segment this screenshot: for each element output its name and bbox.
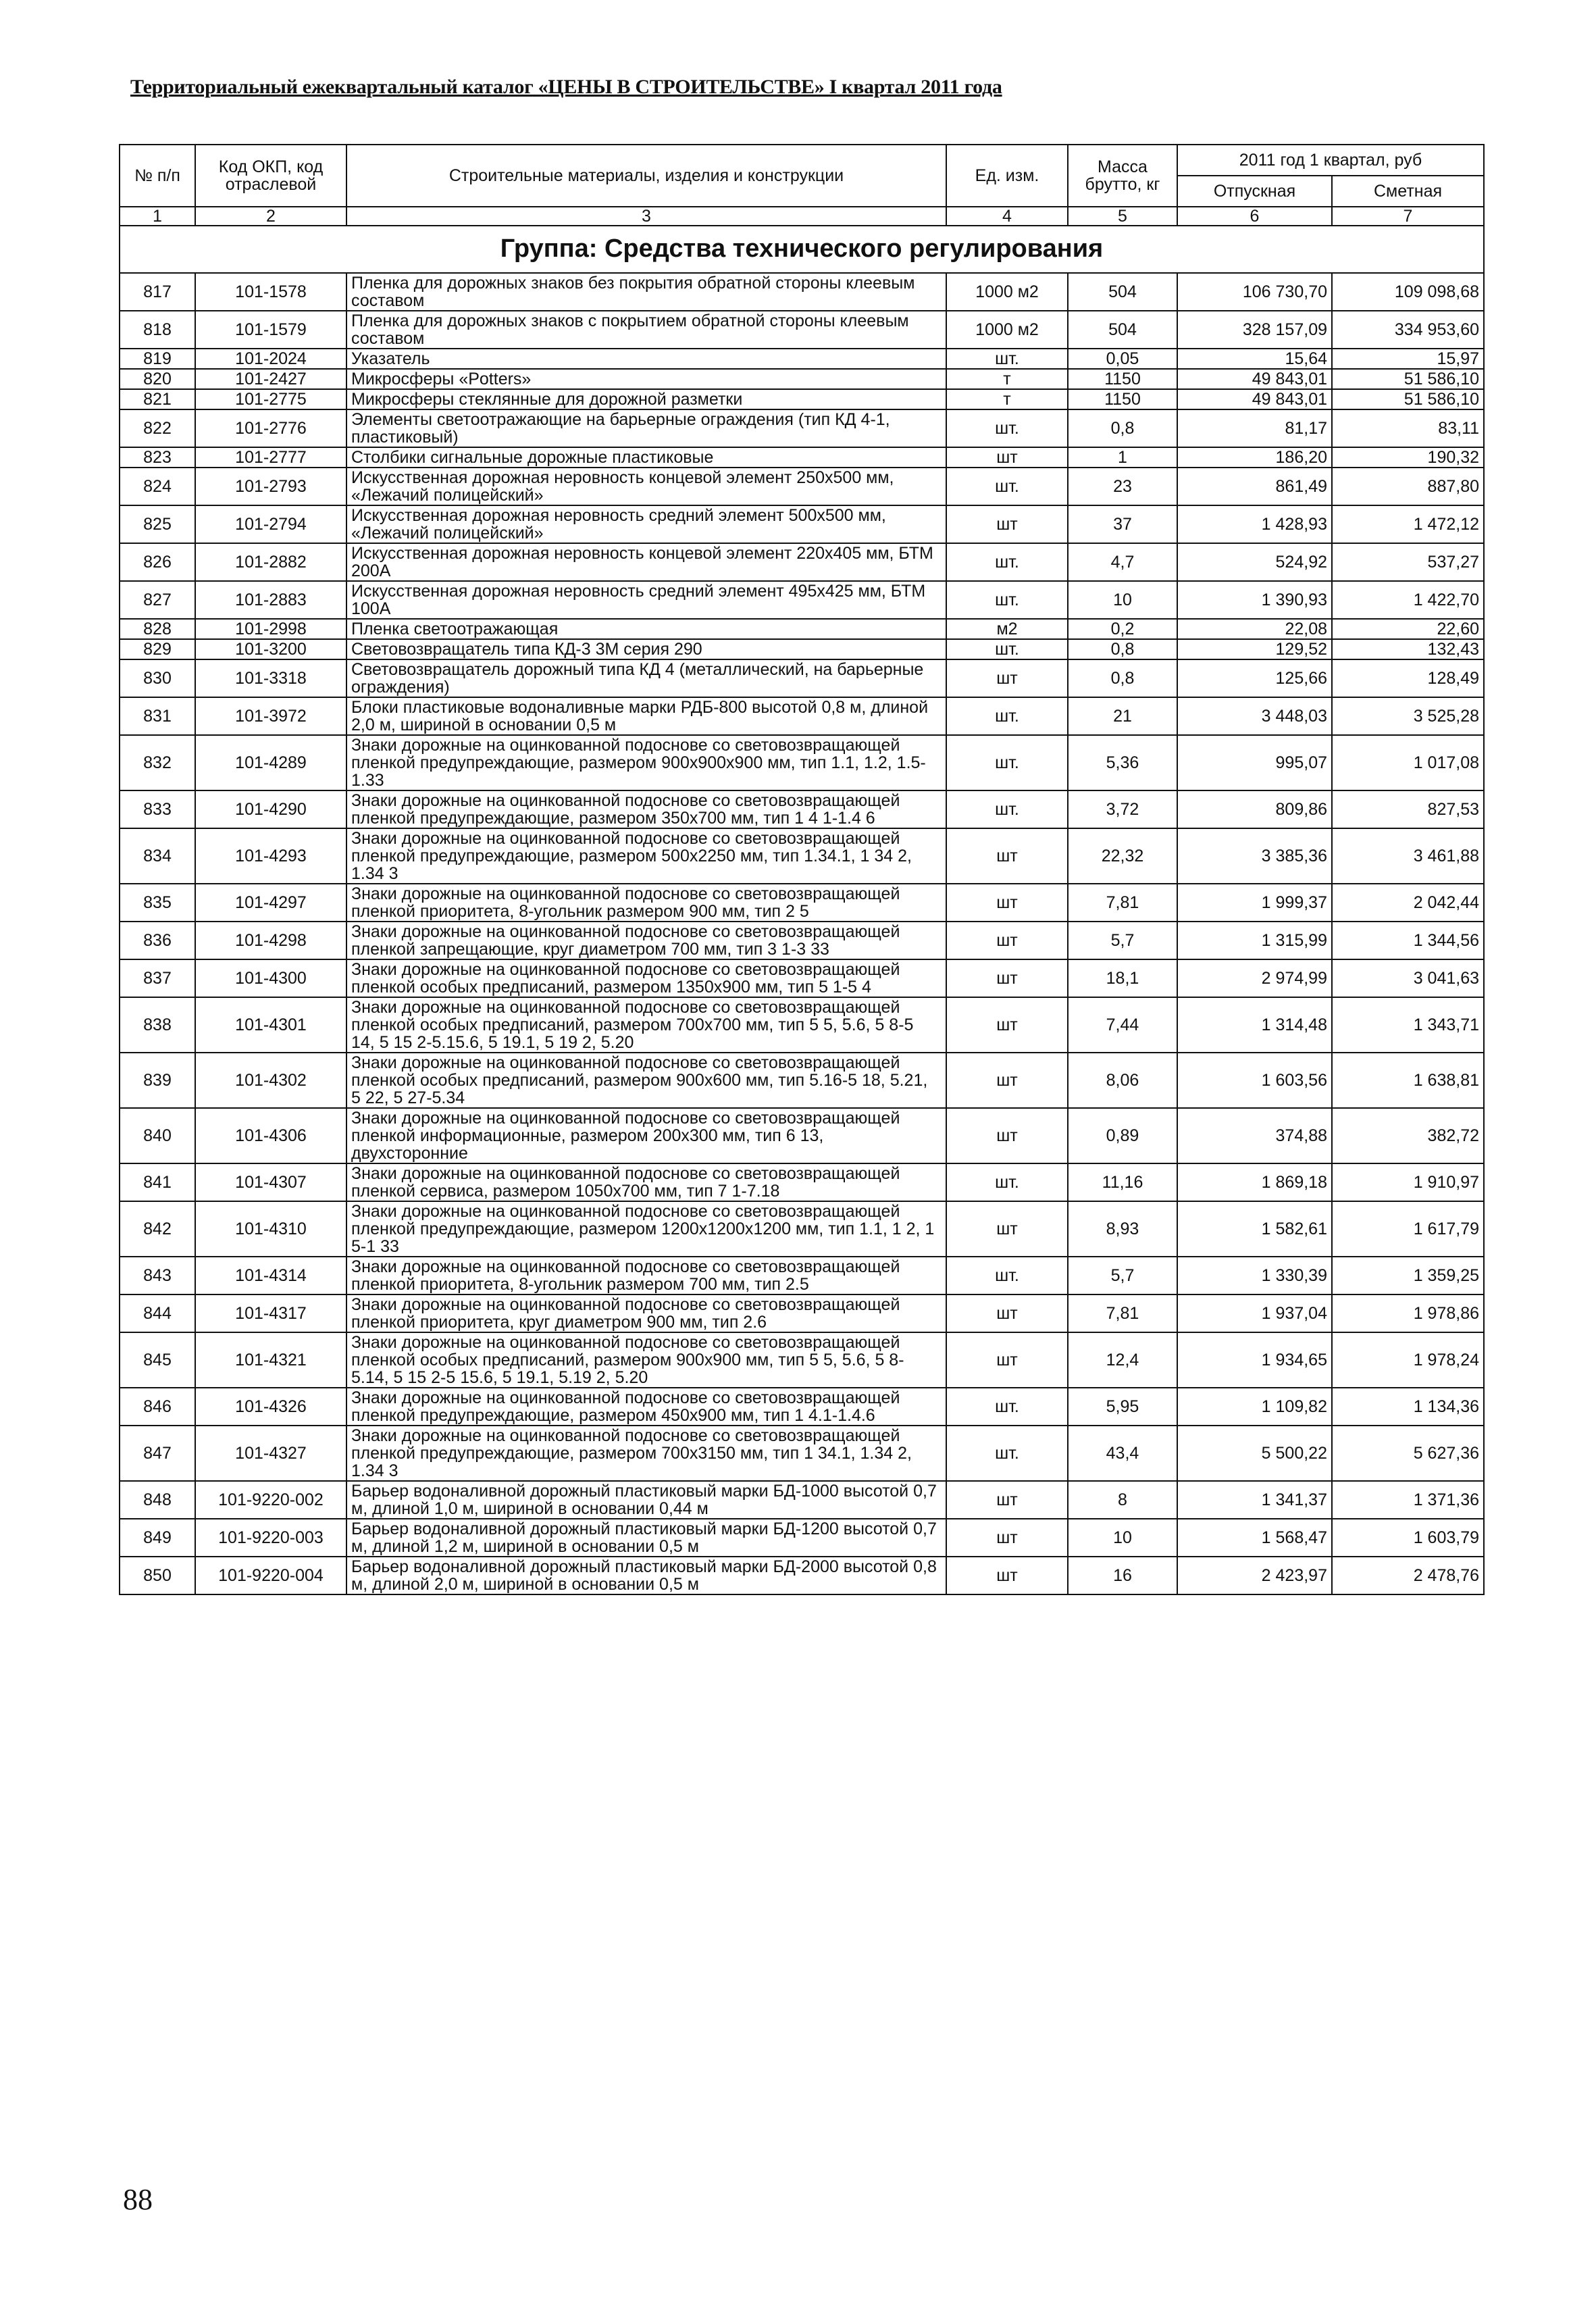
- estimate-price: 5 627,36: [1332, 1426, 1484, 1481]
- unit-of-measure: шт: [946, 1481, 1068, 1519]
- okp-code: 101-1578: [195, 273, 346, 311]
- page-header-title: Территориальный ежеквартальный каталог «ЦЕНЫ В СТРОИТЕЛЬСТВЕ» I квартал 2011 года: [130, 76, 1002, 98]
- okp-code: 101-2024: [195, 349, 346, 369]
- release-price: 1 582,61: [1177, 1201, 1332, 1257]
- gross-mass: 8,06: [1068, 1053, 1177, 1108]
- row-number: 821: [120, 389, 195, 409]
- gross-mass: 0,89: [1068, 1108, 1177, 1163]
- table-row: [120, 389, 1484, 409]
- release-price: 2 974,99: [1177, 959, 1332, 997]
- okp-code: 101-2882: [195, 543, 346, 581]
- estimate-price: 3 461,88: [1332, 828, 1484, 884]
- estimate-price: 51 586,10: [1332, 389, 1484, 409]
- material-description: Знаки дорожные на оцинкованной подоснове со световозвращающей пленкой особых предписаний, размером 900х600 мм, тип 5.16-5 18, 5.21, 5 22, 5 27-5.34: [346, 1053, 946, 1108]
- okp-code: 101-4307: [195, 1163, 346, 1201]
- unit-of-measure: шт.: [946, 1388, 1068, 1426]
- table-row: [120, 543, 1484, 581]
- gross-mass: 22,32: [1068, 828, 1177, 884]
- release-price: 15,64: [1177, 349, 1332, 369]
- table-row: [120, 1388, 1484, 1426]
- material-description: Знаки дорожные на оцинкованной подоснове со световозвращающей пленкой предупреждающие, размером 500х2250 мм, тип 1.34.1, 1 34 2, 1.34 3: [346, 828, 946, 884]
- unit-of-measure: шт: [946, 659, 1068, 697]
- row-number: 820: [120, 369, 195, 389]
- row-number: 850: [120, 1557, 195, 1594]
- release-price: 328 157,09: [1177, 311, 1332, 349]
- row-number: 819: [120, 349, 195, 369]
- table-row: [120, 922, 1484, 959]
- estimate-price: 1 371,36: [1332, 1481, 1484, 1519]
- material-description: Знаки дорожные на оцинкованной подоснове со световозвращающей пленкой сервиса, размером 1050х700 мм, тип 7 1-7.18: [346, 1163, 946, 1201]
- unit-of-measure: шт.: [946, 468, 1068, 505]
- unit-of-measure: шт: [946, 1108, 1068, 1163]
- unit-of-measure: шт: [946, 884, 1068, 922]
- okp-code: 101-4314: [195, 1257, 346, 1294]
- release-price: 1 109,82: [1177, 1388, 1332, 1426]
- release-price: 374,88: [1177, 1108, 1332, 1163]
- estimate-price: 109 098,68: [1332, 273, 1484, 311]
- row-number: 834: [120, 828, 195, 884]
- okp-code: 101-4321: [195, 1332, 346, 1388]
- row-number: 836: [120, 922, 195, 959]
- row-number: 844: [120, 1294, 195, 1332]
- row-number: 835: [120, 884, 195, 922]
- release-price: 125,66: [1177, 659, 1332, 697]
- okp-code: 101-4297: [195, 884, 346, 922]
- column-number: 7: [1332, 207, 1484, 226]
- release-price: 524,92: [1177, 543, 1332, 581]
- estimate-price: 190,32: [1332, 447, 1484, 468]
- material-description: Знаки дорожные на оцинкованной подоснове со световозвращающей пленкой приоритета, круг диаметром 900 мм, тип 2.6: [346, 1294, 946, 1332]
- okp-code: 101-2776: [195, 409, 346, 447]
- gross-mass: 21: [1068, 697, 1177, 735]
- okp-code: 101-4302: [195, 1053, 346, 1108]
- release-price: 1 330,39: [1177, 1257, 1332, 1294]
- estimate-price: 1 910,97: [1332, 1163, 1484, 1201]
- table-row: [120, 505, 1484, 543]
- table-row: [120, 1481, 1484, 1519]
- table-row: [120, 1519, 1484, 1557]
- table-row: [120, 1163, 1484, 1201]
- estimate-price: 887,80: [1332, 468, 1484, 505]
- unit-of-measure: шт.: [946, 1163, 1068, 1201]
- release-price: 49 843,01: [1177, 369, 1332, 389]
- table-row: [120, 468, 1484, 505]
- gross-mass: 5,95: [1068, 1388, 1177, 1426]
- table-header: [120, 145, 1484, 226]
- unit-of-measure: шт: [946, 997, 1068, 1053]
- release-price: 1 603,56: [1177, 1053, 1332, 1108]
- row-number: 847: [120, 1426, 195, 1481]
- row-number: 843: [120, 1257, 195, 1294]
- unit-of-measure: шт.: [946, 790, 1068, 828]
- table-row: [120, 1257, 1484, 1294]
- estimate-price: 3 041,63: [1332, 959, 1484, 997]
- group-row: [120, 226, 1484, 273]
- gross-mass: 16: [1068, 1557, 1177, 1594]
- price-catalog-table: [119, 144, 1485, 1595]
- table-row: [120, 659, 1484, 697]
- estimate-price: 1 422,70: [1332, 581, 1484, 619]
- column-number: 1: [120, 207, 195, 226]
- column-number: 4: [946, 207, 1068, 226]
- okp-code: 101-9220-002: [195, 1481, 346, 1519]
- row-number: 840: [120, 1108, 195, 1163]
- unit-of-measure: шт: [946, 1557, 1068, 1594]
- okp-code: 101-4300: [195, 959, 346, 997]
- col-header-price-release: Отпускная: [1177, 176, 1332, 207]
- row-number: 838: [120, 997, 195, 1053]
- row-number: 818: [120, 311, 195, 349]
- col-header-desc: Строительные материалы, изделия и конструкции: [346, 145, 946, 207]
- table-row: [120, 1557, 1484, 1594]
- gross-mass: 5,7: [1068, 922, 1177, 959]
- release-price: 1 999,37: [1177, 884, 1332, 922]
- estimate-price: 128,49: [1332, 659, 1484, 697]
- gross-mass: 7,44: [1068, 997, 1177, 1053]
- release-price: 1 341,37: [1177, 1481, 1332, 1519]
- column-numbers-row: [120, 207, 1484, 226]
- row-number: 827: [120, 581, 195, 619]
- table-row: [120, 369, 1484, 389]
- release-price: 1 568,47: [1177, 1519, 1332, 1557]
- table-row: [120, 619, 1484, 639]
- estimate-price: 382,72: [1332, 1108, 1484, 1163]
- table-row: [120, 997, 1484, 1053]
- row-number: 829: [120, 639, 195, 659]
- release-price: 3 385,36: [1177, 828, 1332, 884]
- estimate-price: 2 478,76: [1332, 1557, 1484, 1594]
- table-row: [120, 1426, 1484, 1481]
- row-number: 832: [120, 735, 195, 790]
- unit-of-measure: шт.: [946, 735, 1068, 790]
- estimate-price: 1 978,24: [1332, 1332, 1484, 1388]
- gross-mass: 504: [1068, 311, 1177, 349]
- estimate-price: 334 953,60: [1332, 311, 1484, 349]
- unit-of-measure: шт.: [946, 409, 1068, 447]
- table-row: [120, 349, 1484, 369]
- okp-code: 101-9220-003: [195, 1519, 346, 1557]
- material-description: Элементы светоотражающие на барьерные ограждения (тип КД 4-1, пластиковый): [346, 409, 946, 447]
- release-price: 1 869,18: [1177, 1163, 1332, 1201]
- release-price: 1 934,65: [1177, 1332, 1332, 1388]
- estimate-price: 1 603,79: [1332, 1519, 1484, 1557]
- okp-code: 101-2883: [195, 581, 346, 619]
- column-number: 2: [195, 207, 346, 226]
- okp-code: 101-4293: [195, 828, 346, 884]
- row-number: 830: [120, 659, 195, 697]
- table-body: [120, 273, 1484, 1594]
- unit-of-measure: шт.: [946, 1257, 1068, 1294]
- gross-mass: 43,4: [1068, 1426, 1177, 1481]
- okp-code: 101-4289: [195, 735, 346, 790]
- okp-code: 101-4306: [195, 1108, 346, 1163]
- release-price: 5 500,22: [1177, 1426, 1332, 1481]
- gross-mass: 7,81: [1068, 884, 1177, 922]
- material-description: Указатель: [346, 349, 946, 369]
- col-header-period: 2011 год 1 квартал, руб: [1177, 145, 1484, 176]
- table-row: [120, 447, 1484, 468]
- okp-code: 101-9220-004: [195, 1557, 346, 1594]
- estimate-price: 1 638,81: [1332, 1053, 1484, 1108]
- unit-of-measure: шт: [946, 1519, 1068, 1557]
- unit-of-measure: 1000 м2: [946, 311, 1068, 349]
- estimate-price: 3 525,28: [1332, 697, 1484, 735]
- release-price: 186,20: [1177, 447, 1332, 468]
- release-price: 1 315,99: [1177, 922, 1332, 959]
- table-row: [120, 311, 1484, 349]
- okp-code: 101-2427: [195, 369, 346, 389]
- unit-of-measure: шт: [946, 505, 1068, 543]
- col-header-price-estimate: Сметная: [1332, 176, 1484, 207]
- release-price: 22,08: [1177, 619, 1332, 639]
- unit-of-measure: шт.: [946, 543, 1068, 581]
- table-row: [120, 959, 1484, 997]
- row-number: 846: [120, 1388, 195, 1426]
- material-description: Световозвращатель типа КД-3 3М серия 290: [346, 639, 946, 659]
- release-price: 81,17: [1177, 409, 1332, 447]
- col-header-unit: Ед. изм.: [946, 145, 1068, 207]
- material-description: Знаки дорожные на оцинкованной подоснове со световозвращающей пленкой предупреждающие, размером 450х900 мм, тип 1 4.1-1.4.6: [346, 1388, 946, 1426]
- release-price: 1 390,93: [1177, 581, 1332, 619]
- table-row: [120, 581, 1484, 619]
- row-number: 848: [120, 1481, 195, 1519]
- gross-mass: 0,8: [1068, 639, 1177, 659]
- table-row: [120, 884, 1484, 922]
- material-description: Световозвращатель дорожный типа КД 4 (металлический, на барьерные ограждения): [346, 659, 946, 697]
- estimate-price: 1 617,79: [1332, 1201, 1484, 1257]
- release-price: 1 314,48: [1177, 997, 1332, 1053]
- material-description: Искусственная дорожная неровность средний элемент 500х500 мм, «Лежачий полицейский»: [346, 505, 946, 543]
- gross-mass: 23: [1068, 468, 1177, 505]
- table-row: [120, 790, 1484, 828]
- column-number: 5: [1068, 207, 1177, 226]
- okp-code: 101-4290: [195, 790, 346, 828]
- material-description: Барьер водоналивной дорожный пластиковый марки БД-1000 высотой 0,7 м, длиной 1,0 м, шириной в основании 0,44 м: [346, 1481, 946, 1519]
- gross-mass: 1: [1068, 447, 1177, 468]
- okp-code: 101-2775: [195, 389, 346, 409]
- unit-of-measure: шт.: [946, 581, 1068, 619]
- col-header-code: Код ОКП, код отраслевой: [195, 145, 346, 207]
- gross-mass: 18,1: [1068, 959, 1177, 997]
- gross-mass: 504: [1068, 273, 1177, 311]
- unit-of-measure: шт.: [946, 639, 1068, 659]
- material-description: Пленка для дорожных знаков без покрытия обратной стороны клеевым составом: [346, 273, 946, 311]
- estimate-price: 1 978,86: [1332, 1294, 1484, 1332]
- release-price: 809,86: [1177, 790, 1332, 828]
- row-number: 837: [120, 959, 195, 997]
- unit-of-measure: шт: [946, 828, 1068, 884]
- release-price: 1 937,04: [1177, 1294, 1332, 1332]
- unit-of-measure: шт: [946, 1294, 1068, 1332]
- estimate-price: 1 134,36: [1332, 1388, 1484, 1426]
- gross-mass: 5,36: [1068, 735, 1177, 790]
- table-row: [120, 1108, 1484, 1163]
- estimate-price: 827,53: [1332, 790, 1484, 828]
- estimate-price: 51 586,10: [1332, 369, 1484, 389]
- gross-mass: 8: [1068, 1481, 1177, 1519]
- estimate-price: 22,60: [1332, 619, 1484, 639]
- material-description: Знаки дорожные на оцинкованной подоснове со световозвращающей пленкой предупреждающие, размером 900х900х900 мм, тип 1.1, 1.2, 1.5-1.33: [346, 735, 946, 790]
- okp-code: 101-2777: [195, 447, 346, 468]
- table-row: [120, 273, 1484, 311]
- row-number: 831: [120, 697, 195, 735]
- table-row: [120, 409, 1484, 447]
- unit-of-measure: шт.: [946, 1426, 1068, 1481]
- row-number: 839: [120, 1053, 195, 1108]
- unit-of-measure: т: [946, 369, 1068, 389]
- gross-mass: 0,2: [1068, 619, 1177, 639]
- table-row: [120, 639, 1484, 659]
- unit-of-measure: шт: [946, 1053, 1068, 1108]
- okp-code: 101-3318: [195, 659, 346, 697]
- table-row: [120, 1053, 1484, 1108]
- material-description: Барьер водоналивной дорожный пластиковый марки БД-2000 высотой 0,8 м, длиной 2,0 м, шириной в основании 0,5 м: [346, 1557, 946, 1594]
- material-description: Знаки дорожные на оцинкованной подоснове со световозвращающей пленкой особых предписаний, размером 700х700 мм, тип 5 5, 5.6, 5 8-5 14, 5 15 2-5.15.6, 5 19.1, 5 19 2, 5.20: [346, 997, 946, 1053]
- table-row: [120, 828, 1484, 884]
- unit-of-measure: м2: [946, 619, 1068, 639]
- row-number: 822: [120, 409, 195, 447]
- estimate-price: 83,11: [1332, 409, 1484, 447]
- release-price: 3 448,03: [1177, 697, 1332, 735]
- material-description: Знаки дорожные на оцинкованной подоснове со световозвращающей пленкой предупреждающие, размером 700х3150 мм, тип 1 34.1, 1.34 2, 1.34 3: [346, 1426, 946, 1481]
- release-price: 1 428,93: [1177, 505, 1332, 543]
- gross-mass: 12,4: [1068, 1332, 1177, 1388]
- table-row: [120, 697, 1484, 735]
- okp-code: 101-4298: [195, 922, 346, 959]
- gross-mass: 0,05: [1068, 349, 1177, 369]
- material-description: Искусственная дорожная неровность концевой элемент 250х500 мм, «Лежачий полицейский»: [346, 468, 946, 505]
- row-number: 817: [120, 273, 195, 311]
- column-number: 6: [1177, 207, 1332, 226]
- row-number: 833: [120, 790, 195, 828]
- material-description: Знаки дорожные на оцинкованной подоснове со световозвращающей пленкой предупреждающие, размером 350х700 мм, тип 1 4 1-1.4 6: [346, 790, 946, 828]
- release-price: 129,52: [1177, 639, 1332, 659]
- gross-mass: 3,72: [1068, 790, 1177, 828]
- okp-code: 101-2793: [195, 468, 346, 505]
- gross-mass: 0,8: [1068, 409, 1177, 447]
- gross-mass: 8,93: [1068, 1201, 1177, 1257]
- col-header-mass: Масса брутто, кг: [1068, 145, 1177, 207]
- estimate-price: 1 359,25: [1332, 1257, 1484, 1294]
- release-price: 995,07: [1177, 735, 1332, 790]
- table-row: [120, 1201, 1484, 1257]
- gross-mass: 5,7: [1068, 1257, 1177, 1294]
- estimate-price: 1 017,08: [1332, 735, 1484, 790]
- release-price: 2 423,97: [1177, 1557, 1332, 1594]
- gross-mass: 7,81: [1068, 1294, 1177, 1332]
- estimate-price: 1 344,56: [1332, 922, 1484, 959]
- okp-code: 101-2998: [195, 619, 346, 639]
- estimate-price: 537,27: [1332, 543, 1484, 581]
- estimate-price: 1 472,12: [1332, 505, 1484, 543]
- okp-code: 101-1579: [195, 311, 346, 349]
- row-number: 841: [120, 1163, 195, 1201]
- material-description: Пленка светоотражающая: [346, 619, 946, 639]
- unit-of-measure: шт: [946, 959, 1068, 997]
- estimate-price: 15,97: [1332, 349, 1484, 369]
- material-description: Искусственная дорожная неровность концевой элемент 220х405 мм, БТМ 200А: [346, 543, 946, 581]
- material-description: Знаки дорожные на оцинкованной подоснове со световозвращающей пленкой приоритета, 8-угольник размером 900 мм, тип 2 5: [346, 884, 946, 922]
- material-description: Знаки дорожные на оцинкованной подоснове со световозвращающей пленкой запрещающие, круг диаметром 700 мм, тип 3 1-3 33: [346, 922, 946, 959]
- gross-mass: 1150: [1068, 369, 1177, 389]
- gross-mass: 37: [1068, 505, 1177, 543]
- material-description: Знаки дорожные на оцинкованной подоснове со световозвращающей пленкой информационные, размером 200х300 мм, тип 6 13, двухсторонние: [346, 1108, 946, 1163]
- table-row: [120, 1294, 1484, 1332]
- row-number: 845: [120, 1332, 195, 1388]
- gross-mass: 11,16: [1068, 1163, 1177, 1201]
- row-number: 825: [120, 505, 195, 543]
- col-header-num: № п/п: [120, 145, 195, 207]
- okp-code: 101-4326: [195, 1388, 346, 1426]
- unit-of-measure: шт.: [946, 697, 1068, 735]
- okp-code: 101-3972: [195, 697, 346, 735]
- unit-of-measure: шт: [946, 1332, 1068, 1388]
- material-description: Столбики сигнальные дорожные пластиковые: [346, 447, 946, 468]
- table-row: [120, 1332, 1484, 1388]
- table-row: [120, 735, 1484, 790]
- unit-of-measure: шт: [946, 922, 1068, 959]
- material-description: Блоки пластиковые водоналивные марки РДБ-800 высотой 0,8 м, длиной 2,0 м, шириной в основании 0,5 м: [346, 697, 946, 735]
- gross-mass: 10: [1068, 581, 1177, 619]
- unit-of-measure: шт: [946, 1201, 1068, 1257]
- release-price: 106 730,70: [1177, 273, 1332, 311]
- row-number: 849: [120, 1519, 195, 1557]
- page-number: 88: [123, 2183, 153, 2216]
- gross-mass: 10: [1068, 1519, 1177, 1557]
- okp-code: 101-3200: [195, 639, 346, 659]
- release-price: 861,49: [1177, 468, 1332, 505]
- row-number: 828: [120, 619, 195, 639]
- material-description: Знаки дорожные на оцинкованной подоснове со световозвращающей пленкой приоритета, 8-угольник размером 700 мм, тип 2.5: [346, 1257, 946, 1294]
- estimate-price: 2 042,44: [1332, 884, 1484, 922]
- okp-code: 101-4310: [195, 1201, 346, 1257]
- gross-mass: 1150: [1068, 389, 1177, 409]
- column-number: 3: [346, 207, 946, 226]
- unit-of-measure: шт.: [946, 349, 1068, 369]
- row-number: 842: [120, 1201, 195, 1257]
- material-description: Искусственная дорожная неровность средний элемент 495х425 мм, БТМ 100А: [346, 581, 946, 619]
- gross-mass: 0,8: [1068, 659, 1177, 697]
- material-description: Барьер водоналивной дорожный пластиковый марки БД-1200 высотой 0,7 м, длиной 1,2 м, шириной в основании 0,5 м: [346, 1519, 946, 1557]
- okp-code: 101-2794: [195, 505, 346, 543]
- row-number: 826: [120, 543, 195, 581]
- material-description: Микросферы «Potters»: [346, 369, 946, 389]
- unit-of-measure: т: [946, 389, 1068, 409]
- estimate-price: 1 343,71: [1332, 997, 1484, 1053]
- material-description: Знаки дорожные на оцинкованной подоснове со световозвращающей пленкой предупреждающие, размером 1200х1200х1200 мм, тип 1.1, 1 2, 1 5-1 33: [346, 1201, 946, 1257]
- estimate-price: 132,43: [1332, 639, 1484, 659]
- gross-mass: 4,7: [1068, 543, 1177, 581]
- row-number: 824: [120, 468, 195, 505]
- row-number: 823: [120, 447, 195, 468]
- material-description: Пленка для дорожных знаков с покрытием обратной стороны клеевым составом: [346, 311, 946, 349]
- unit-of-measure: 1000 м2: [946, 273, 1068, 311]
- okp-code: 101-4327: [195, 1426, 346, 1481]
- okp-code: 101-4301: [195, 997, 346, 1053]
- okp-code: 101-4317: [195, 1294, 346, 1332]
- material-description: Знаки дорожные на оцинкованной подоснове со световозвращающей пленкой особых предписаний, размером 1350х900 мм, тип 5 1-5 4: [346, 959, 946, 997]
- material-description: Микросферы стеклянные для дорожной разметки: [346, 389, 946, 409]
- group-title: Группа: Средства технического регулирования: [120, 226, 1484, 273]
- unit-of-measure: шт: [946, 447, 1068, 468]
- material-description: Знаки дорожные на оцинкованной подоснове со световозвращающей пленкой особых предписаний, размером 900х900 мм, тип 5 5, 5.6, 5 8-5.14, 5 15 2-5 15.6, 5 19.1, 5.19 2, 5.20: [346, 1332, 946, 1388]
- release-price: 49 843,01: [1177, 389, 1332, 409]
